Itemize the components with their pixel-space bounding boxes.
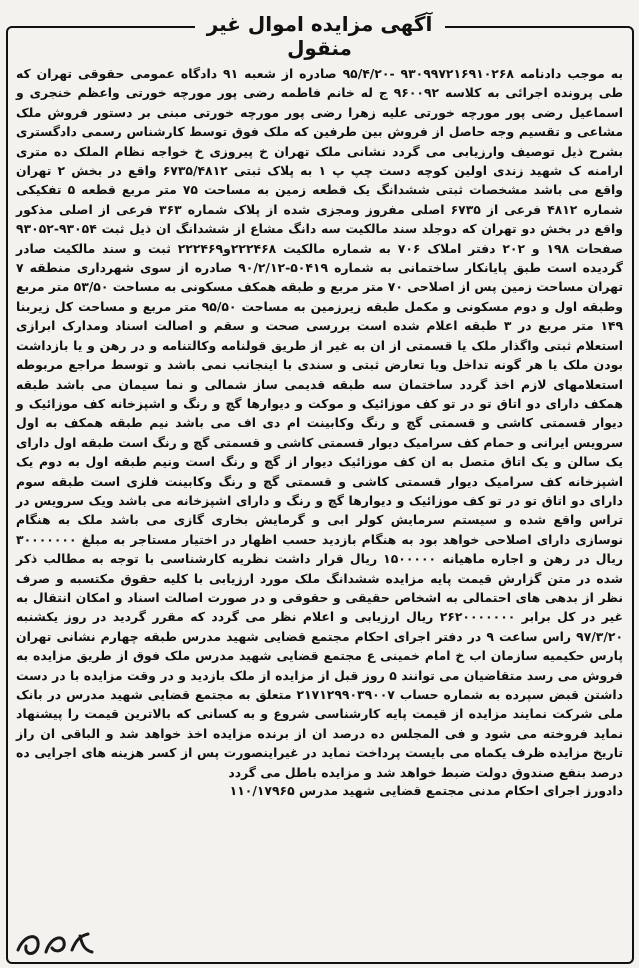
notice-body-text: به موجب دادنامه ۹۳۰۹۹۷۲۱۶۹۱۰۲۶۸ -۹۵/۴/۲۰ صادره از شعبه ۹۱ دادگاه عمومی حقوقی تهران که طی پرونده اجرائی به کلاسه ۹۶۰۰۹۲ ج له خانم فاطمه رضی پور مورچه خورتی واعظم خنجری و اسماعیل رضی پور مورچه خورتی علیه زهرا رضی پور مورچه خورتی مبنی بر دستور فروش ملک مشاعی و تقسیم وجه حاصل از فروش بین طرفین که ملک فوق توسط کارشناس رسمی دادگستری بشرح ذیل توصیف وارزیابی می گردد نشانی ملک تهران خ پیروزی خ خواجه نظام الملک ده متری ارامنه ک شهید زندی اولین کوچه دست چپ پ ۱ به پلاک ثبتی ۶۷۳۵/۴۸۱۲ واقع در بخش ۲ تهران واقع می باشد مشخصات ثبتی ششدانگ یک قطعه زمین به مساحت ۷۵ متر مربع قطعه ۵ تفکیکی شماره ۴۸۱۲ فرعی از ۶۷۳۵ اصلی مفروز ومجزی شده از پلاک شماره ۳۶۳ فرعی از اصلی مذکور واقع در بخش دو تهران که دوجلد سند مالکیت سه دانگ مشاع از ششدانگ ان ذیل ثبت ۹۳۰۵۴-۹۳۰۵۲ صفحات ۱۹۸ و ۲۰۲ دفتر املاک ۷۰۶ به شماره مالکیت ۲۲۲۴۶۸و۲۲۲۴۶۹ ثبت و سند مالکیت صادر گردیده است طبق پایانکار ساختمانی به شماره ۵۰۴۱۹-۹۰/۲/۱۲ صادره از سوی شهرداری منطقه ۷ تهران مساحت زمین پس از اصلاحی ۷۰ متر مربع و طبقه همکف مسکونی به مساحت ۵۳/۵۰ متر مربع وطبقه اول و دوم مسکونی و مکمل طبقه زیرزمین به مساحت ۹۵/۵۰ متر مربع و مساحت کل زیربنا ۱۴۹ متر مربع در ۳ طبقه اعلام شده است بررسی صحت و سقم و اصالت اسناد ومدارک ابرازی استعلام ثبتی واگذار ملک یا قسمتی از ان به غیر از طریق قولنامه وکالتنامه و در رهن و یا بازداشت بودن ملک یا هر گونه تداخل ویا تعارض ثبتی و سندی با اینجانب نمی باشد و توسط مراجع مربوطه استعلامهای لازم اخذ گردد ساختمان سه طبقه قدیمی ساز شمالی و نما سیمان می باشد طبقه همکف دارای دو اتاق تو در تو کف موزائیک و موکت و دیوارها گچ و رنگ و اشپزخانه کف موزائیک و دیوار قسمتی کاشی و قسمتی گچ و رنگ وکابینت ام دی اف می باشد نیم طبقه همکف به اول سرویس ایرانی و حمام کف سرامیک دیوار قسمتی کاشی و قسمتی گچ و رنگ است طبقه اول دارای یک سالن و یک اتاق متصل به ان کف موزائیک دیوار از گچ و رنگ است ونیم طبقه اول به دوم یک اشپزخانه کف سرامیک دیوار قسمتی کاشی و قسمتی گچ و رنگ وکابینت فلزی است طبقه سوم دارای دو اتاق تو در تو کف موزائیک و دیوارها گچ و رنگ و دارای اشپزخانه می باشد ویک سرویس در تراس واقع شده و سیستم سرمایش کولر ابی و گرمایش بخاری گازی می باشد ملک به هنگام نوسازی دارای اصلاحی خواهد بود به هنگام بازدید حسب اظهار در اختیار مستاجر به مبلغ ۳۰۰۰۰۰۰۰ ریال در رهن و اجاره ماهیانه ۱۵۰۰۰۰۰ ریال قرار داشت نظریه کارشناسی با توجه به مطالب ذکر شده در متن گزارش قیمت پایه مزایده ششدانگ ملک مورد ارزیابی با کلیه حقوق مکتسبه و صرف نظر از بدهی های احتمالی به اشخاص حقیقی و حقوقی و در صورت اصالت اسناد و امکان انتقال به غیر در کل برابر ۲۶۲۰۰۰۰۰۰۰ ریال ارزیابی و اعلام نظر می گردد که مقرر گردید در روز یکشنبه ۹۷/۳/۲۰ راس ساعت ۹ در دفتر اجرای احکام مجتمع قضایی شهید مدرس طبقه چهارم نشانی تهران پارس حکیمیه سازمان اب خ امام خمینی ع مجتمع قضایی شهید مدرس ملک فوق از طریق مزایده به فروش می رسد متقاضیان می توانند ۵ روز قبل از مزایده از ملک بازدید و در وقت مزایده با در دست داشتن قبض سپرده به شماره حساب ۲۱۷۱۲۹۹۰۳۹۰۰۷ متعلق به مجتمع قضایی شهید مدرس در بانک ملی شرکت نمایند مزایده از قیمت پایه کارشناسی شروع و به کسانی که بالاترین قیمت را پیشنهاد نماید فروخته می شود و فی المجلس ده درصد ان از برنده مزایده اخذ خواهد شد و الباقی ان راز تاریخ مزایده ظرف یکماه می بایست پرداخت نماید در غیراینصورت پس از کسر هزینه های اجرایی ده درصد بنفع صندوق دولت ضبط خواهد شد و مزایده باطل می گردد bbox=[16, 66, 624, 780]
signature-line: دادورز اجرای احکام مدنی مجتمع قضایی شهید مدرس bbox=[299, 783, 623, 799]
notice-title: آگهی مزایده اموال غیر منقول bbox=[195, 12, 445, 60]
notice-footer bbox=[10, 782, 629, 800]
notice-code: ۱۱۰/۱۷۹۶۵ bbox=[229, 783, 295, 799]
handwritten-mark bbox=[10, 912, 100, 962]
notice-body bbox=[10, 64, 629, 782]
